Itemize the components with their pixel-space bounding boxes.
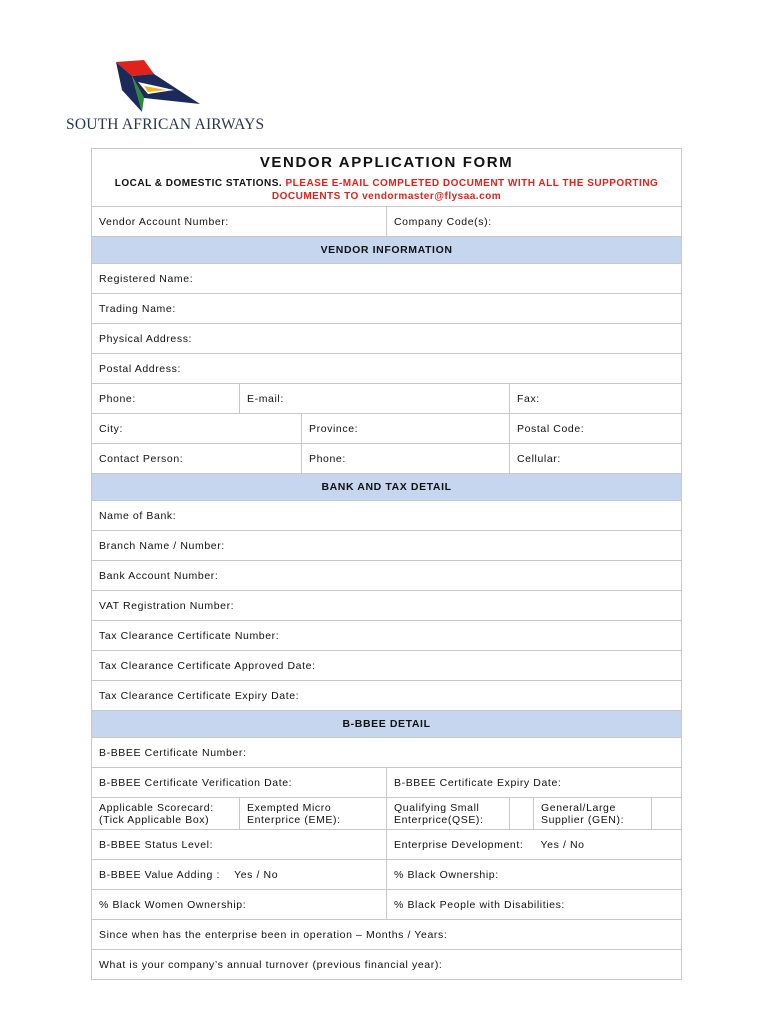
trading-name-field[interactable]: Trading Name: xyxy=(92,294,682,324)
tax-cert-expiry-field[interactable]: Tax Clearance Certificate Expiry Date: xyxy=(92,681,682,711)
vendor-account-number-field[interactable]: Vendor Account Number: xyxy=(92,207,387,237)
gen-label: General/Large Supplier (GEN): xyxy=(534,798,652,830)
bbbee-status-level-field[interactable]: B-BBEE Status Level: xyxy=(92,830,387,860)
postal-address-field[interactable]: Postal Address: xyxy=(92,354,682,384)
scorecard-label: Applicable Scorecard: (Tick Applicable Box) xyxy=(92,798,240,830)
cellular-field[interactable]: Cellular: xyxy=(510,444,682,474)
postal-code-field[interactable]: Postal Code: xyxy=(510,414,682,444)
saa-logo xyxy=(66,60,266,138)
physical-address-field[interactable]: Physical Address: xyxy=(92,324,682,354)
qse-checkbox[interactable] xyxy=(510,798,534,830)
tax-cert-approved-field[interactable]: Tax Clearance Certificate Approved Date: xyxy=(92,651,682,681)
black-ownership-field[interactable]: % Black Ownership: xyxy=(387,860,682,890)
gen-checkbox[interactable] xyxy=(652,798,682,830)
fax-field[interactable]: Fax: xyxy=(510,384,682,414)
annual-turnover-field[interactable]: What is your company’s annual turnover (previous financial year): xyxy=(92,950,682,980)
branch-field[interactable]: Branch Name / Number: xyxy=(92,531,682,561)
section-vendor-information: VENDOR INFORMATION xyxy=(92,237,682,264)
saa-flag-tail-icon xyxy=(114,60,202,114)
registered-name-field[interactable]: Registered Name: xyxy=(92,264,682,294)
eme-label: Exempted Micro Enterprice (EME): xyxy=(240,798,387,830)
section-bbbee: B-BBEE DETAIL xyxy=(92,711,682,738)
phone-field[interactable]: Phone: xyxy=(92,384,240,414)
black-disabilities-field[interactable]: % Black People with Disabilities: xyxy=(387,890,682,920)
form-instructions: LOCAL & DOMESTIC STATIONS. PLEASE E-MAIL COMPLETED DOCUMENT WITH ALL THE SUPPORTING DOCUMENTS TO vendormaster@flysaa.com xyxy=(114,178,659,202)
name-of-bank-field[interactable]: Name of Bank: xyxy=(92,501,682,531)
contact-person-field[interactable]: Contact Person: xyxy=(92,444,302,474)
enterprise-development-option[interactable]: Yes / No xyxy=(534,830,682,860)
operation-since-field[interactable]: Since when has the enterprise been in operation – Months / Years: xyxy=(92,920,682,950)
value-adding-option[interactable]: Yes / No xyxy=(234,868,279,881)
vat-registration-field[interactable]: VAT Registration Number: xyxy=(92,591,682,621)
company-codes-field[interactable]: Company Code(s): xyxy=(387,207,682,237)
black-women-ownership-field[interactable]: % Black Women Ownership: xyxy=(92,890,387,920)
section-bank-tax: BANK AND TAX DETAIL xyxy=(92,474,682,501)
vendor-application-form xyxy=(91,148,682,980)
contact-phone-field[interactable]: Phone: xyxy=(302,444,510,474)
logo-text: SOUTH AFRICAN AIRWAYS xyxy=(66,116,265,133)
province-field[interactable]: Province: xyxy=(302,414,510,444)
bank-account-number-field[interactable]: Bank Account Number: xyxy=(92,561,682,591)
form-title: VENDOR APPLICATION FORM xyxy=(259,154,514,171)
form-header xyxy=(92,149,682,207)
bbbee-expiry-date-field[interactable]: B-BBEE Certificate Expiry Date: xyxy=(387,768,682,798)
bbbee-cert-number-field[interactable]: B-BBEE Certificate Number: xyxy=(92,738,682,768)
email-field[interactable]: E-mail: xyxy=(240,384,510,414)
enterprise-development-label: Enterprise Development: xyxy=(387,830,534,860)
tax-cert-number-field[interactable]: Tax Clearance Certificate Number: xyxy=(92,621,682,651)
bbbee-value-adding-field[interactable]: B-BBEE Value Adding : Yes / No xyxy=(92,860,387,890)
bbbee-verification-date-field[interactable]: B-BBEE Certificate Verification Date: xyxy=(92,768,387,798)
qse-label: Qualifying Small Enterprice(QSE): xyxy=(387,798,510,830)
city-field[interactable]: City: xyxy=(92,414,302,444)
